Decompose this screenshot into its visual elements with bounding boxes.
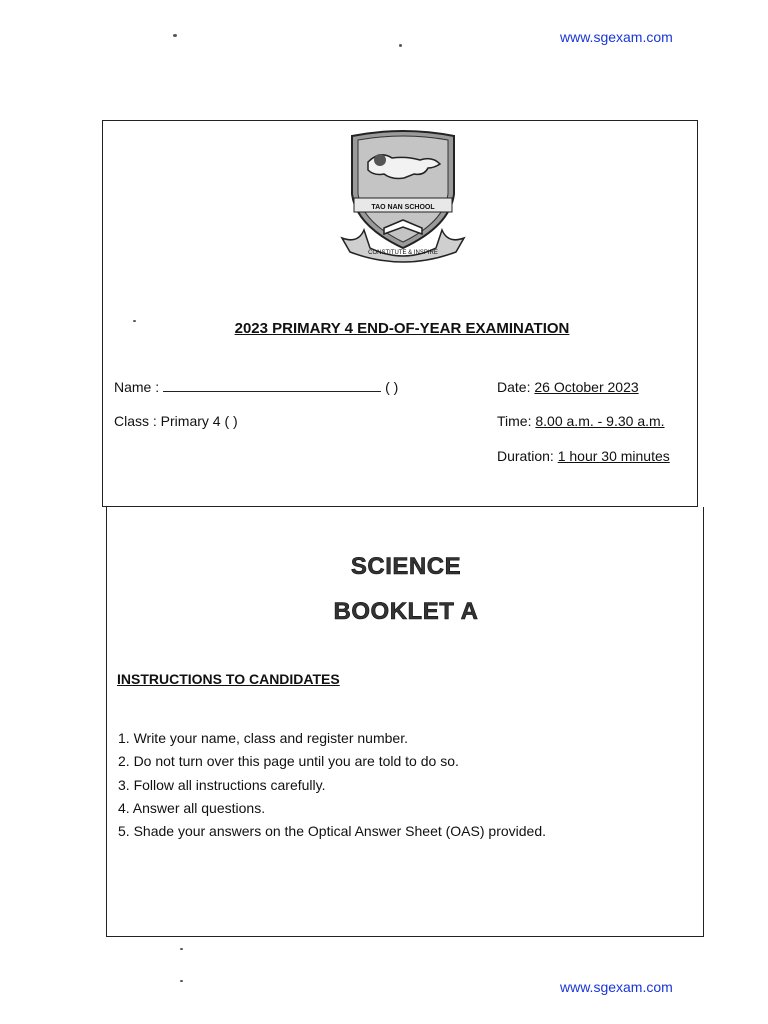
time-value: 8.00 a.m. - 9.30 a.m. xyxy=(535,413,665,429)
name-field xyxy=(114,379,398,395)
instruction-item: 4. Answer all questions. xyxy=(118,800,266,816)
duration-label: Duration: xyxy=(497,448,554,464)
school-crest-logo xyxy=(340,130,466,264)
scan-speck xyxy=(180,948,183,950)
exam-title: 2023 PRIMARY 4 END-OF-YEAR EXAMINATION xyxy=(234,320,570,337)
date-label: Date: xyxy=(497,379,531,395)
instruction-item: 2. Do not turn over this page until you are told to do so. xyxy=(118,753,459,769)
date-value: 26 October 2023 xyxy=(534,379,639,395)
register-number-blank: ( ) xyxy=(385,379,399,395)
time-label: Time: xyxy=(497,413,532,429)
scan-speck xyxy=(173,34,177,37)
instruction-item: 3. Follow all instructions carefully. xyxy=(118,777,326,793)
duration-field xyxy=(497,448,670,464)
website-link-top[interactable]: www.sgexam.com xyxy=(560,29,673,45)
name-label: Name : xyxy=(114,379,160,395)
scan-speck xyxy=(399,44,402,47)
duration-value: 1 hour 30 minutes xyxy=(557,448,670,464)
instructions-heading: INSTRUCTIONS TO CANDIDATES xyxy=(117,671,340,687)
website-link-bottom[interactable]: www.sgexam.com xyxy=(560,979,673,995)
crest-motto: CONSTITUTE & INSPIRE xyxy=(368,250,438,256)
class-field: Class : Primary 4 ( ) xyxy=(114,413,238,429)
subject-title: SCIENCE xyxy=(350,553,462,580)
time-field xyxy=(497,413,665,429)
scan-speck xyxy=(180,980,183,982)
booklet-title: BOOKLET A xyxy=(333,598,479,625)
instruction-item: 5. Shade your answers on the Optical Answer Sheet (OAS) provided. xyxy=(118,823,547,839)
date-field xyxy=(497,379,639,395)
instruction-item: 1. Write your name, class and register number. xyxy=(118,730,408,746)
crest-school-name: TAO NAN SCHOOL xyxy=(371,204,435,211)
name-blank-line xyxy=(163,379,381,392)
